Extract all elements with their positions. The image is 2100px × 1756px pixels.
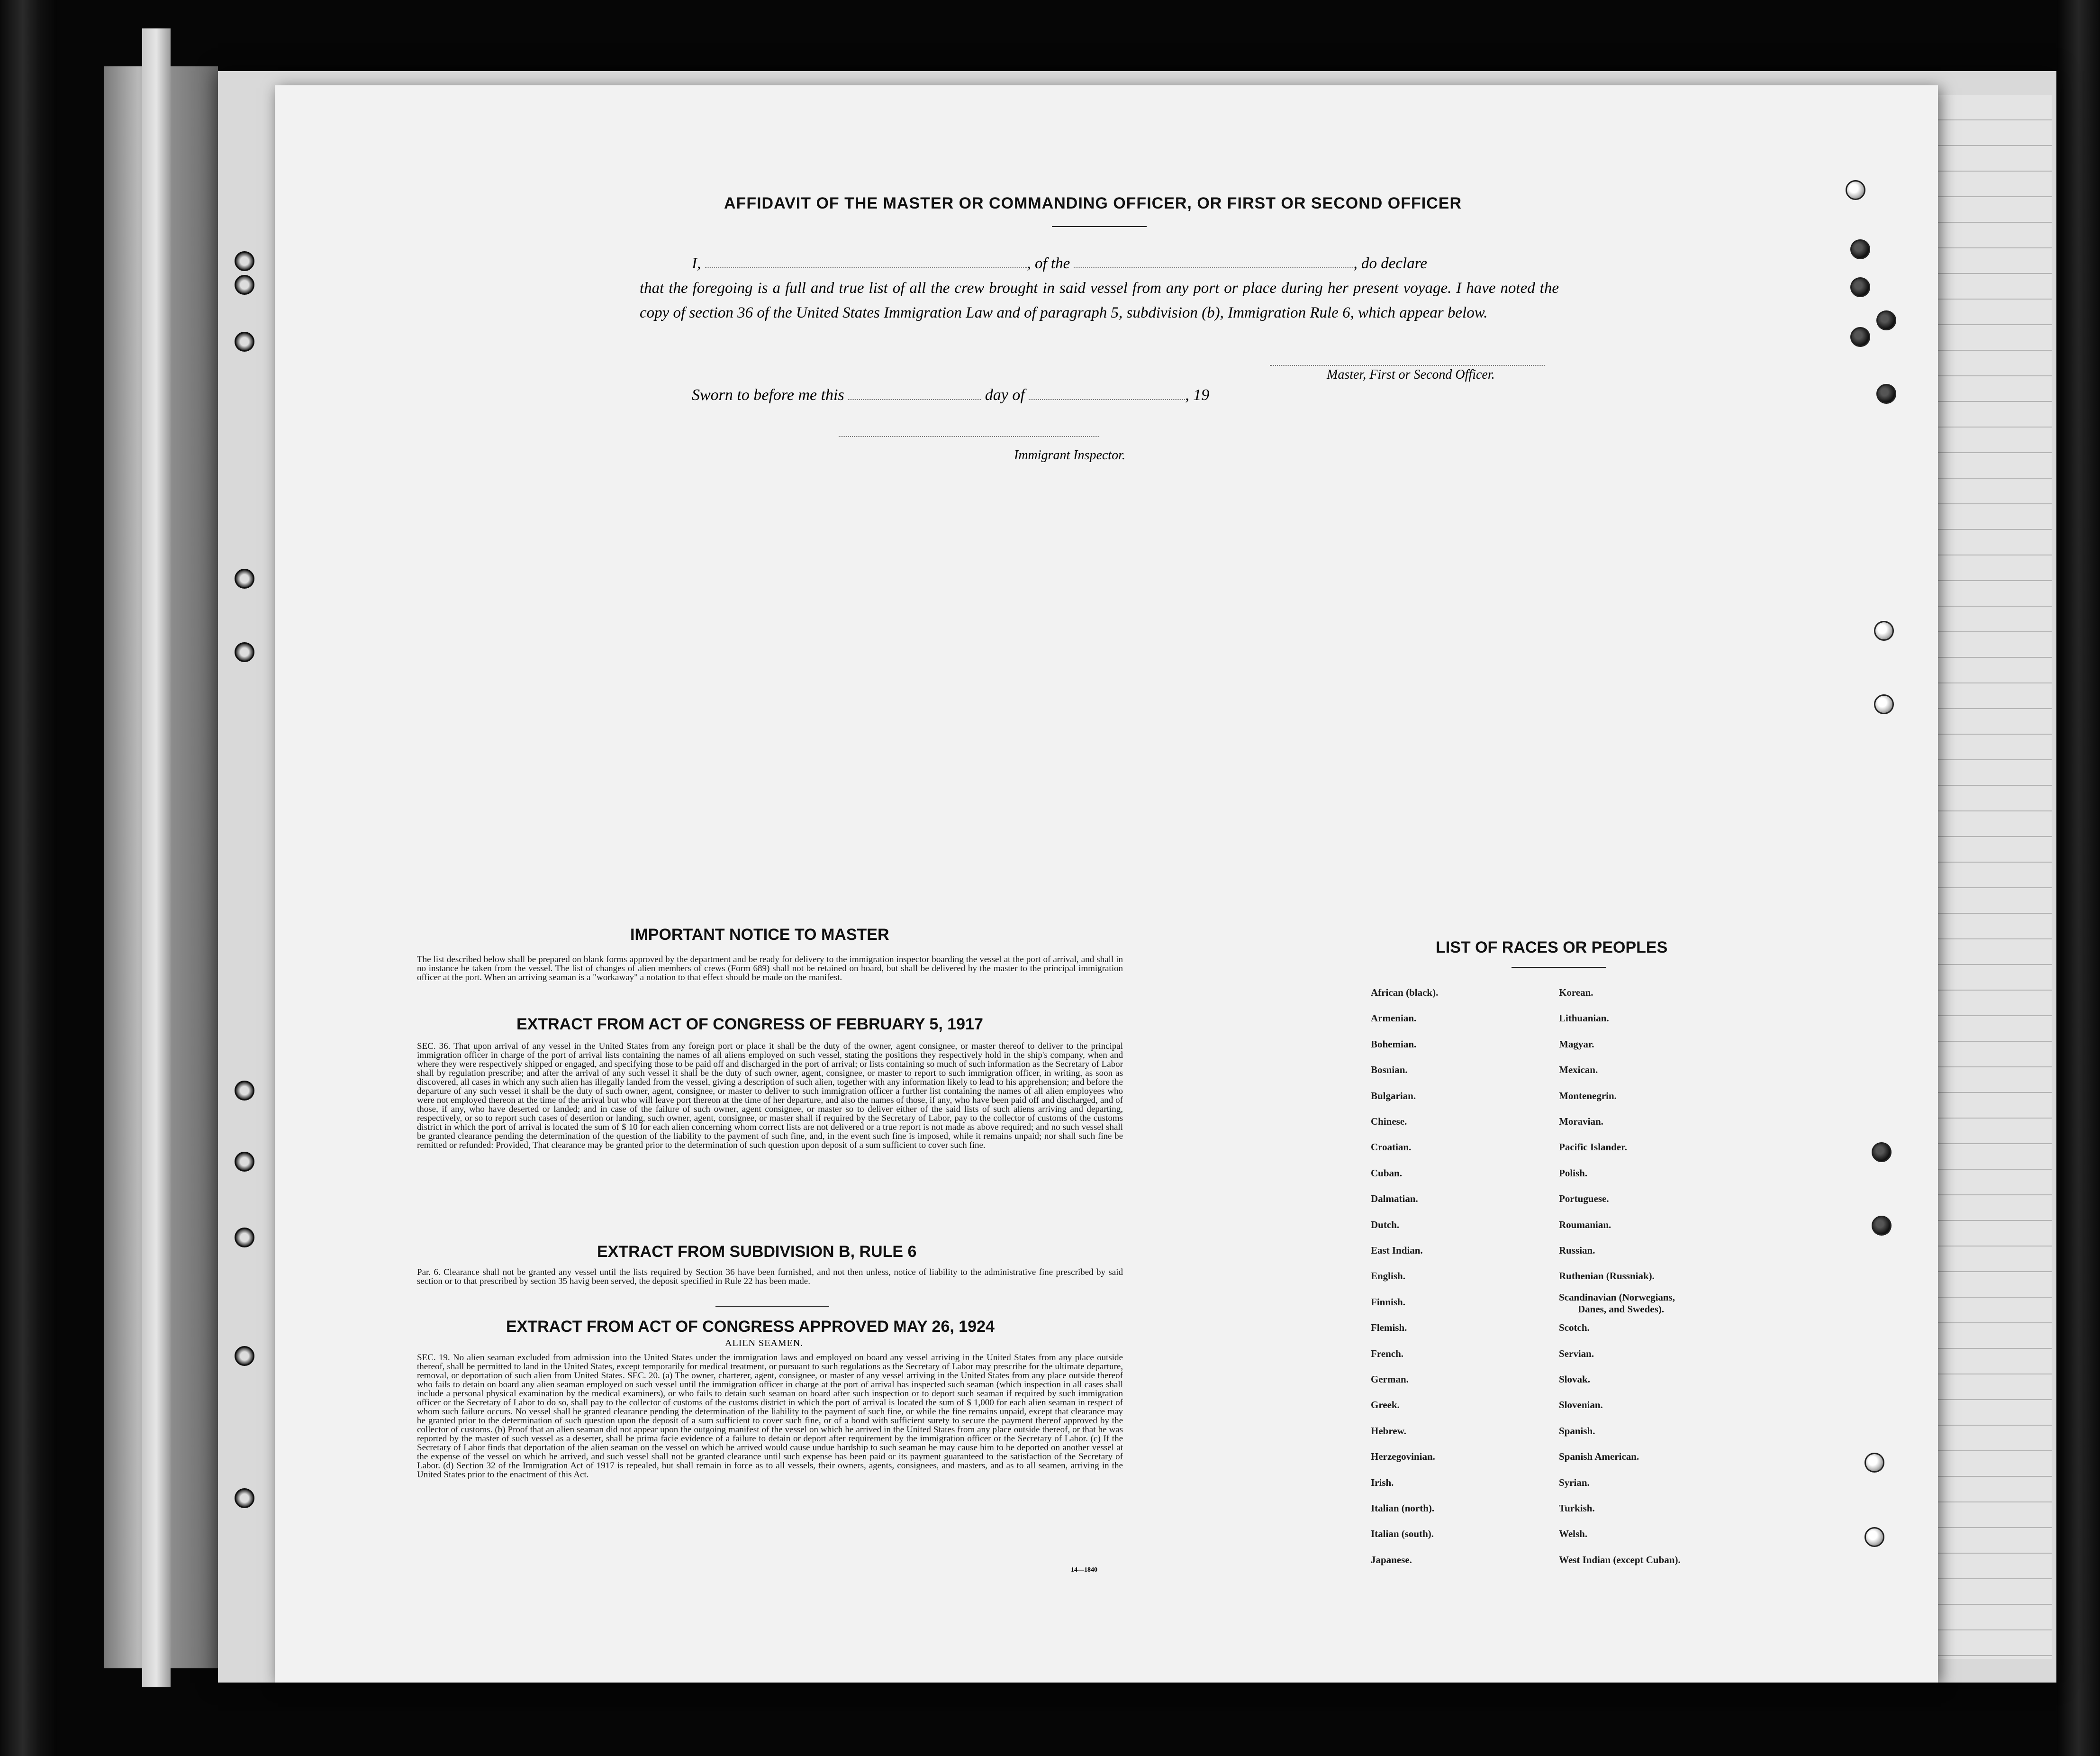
extract-1924-subtitle: ALIEN SEAMEN. (725, 1338, 804, 1348)
inspector-label: Immigrant Inspector. (1014, 448, 1125, 463)
race-item: Croatian. (1371, 1141, 1412, 1153)
sworn-year-label: , 19 (1185, 386, 1210, 404)
declaration-line (640, 251, 1559, 276)
race-item-continuation: Danes, and Swedes). (1578, 1303, 1665, 1315)
punch-hole-icon (1865, 1453, 1884, 1473)
punch-hole-icon (235, 251, 254, 271)
sworn-date-blank (848, 390, 981, 400)
race-item: Spanish American. (1559, 1451, 1639, 1463)
race-item: Montenegrin. (1559, 1090, 1617, 1101)
master-signature-line (1270, 365, 1545, 366)
film-edge-right (2057, 0, 2100, 1756)
race-item: Chinese. (1371, 1116, 1407, 1127)
race-item: Dutch. (1371, 1219, 1400, 1230)
master-signature-label: Master, First or Second Officer. (1327, 367, 1495, 382)
race-item: Ruthenian (Russniak). (1559, 1270, 1655, 1282)
punch-hole-icon (235, 1228, 254, 1247)
notice-text: The list described below shall be prepared on blank forms approved by the department and be ready for delivery to the immigration inspector boarding the vessel at the port of arrival, and shall in no instance be taken from the vessel. The list of changes of alien members of crews (Form 689) shall not be retained on board, but shall be delivered by the master to the principal immigration officer at the port. When an arriving seaman is a "workaway" a notation to that effect should be made on the manifest. (417, 955, 1123, 983)
race-item: Bosnian. (1371, 1064, 1408, 1076)
race-item: African (black). (1371, 987, 1439, 998)
race-item: Armenian. (1371, 1012, 1417, 1024)
declare-suffix: , do declare (1353, 255, 1427, 272)
race-item: Slovenian. (1559, 1399, 1603, 1411)
punch-hole-icon (1850, 239, 1870, 259)
races-divider (1512, 967, 1606, 968)
punch-hole-icon (235, 642, 254, 662)
vessel-prefix: , of the (1027, 255, 1070, 272)
punch-hole-icon (1876, 384, 1896, 404)
race-item: Syrian. (1559, 1476, 1590, 1488)
extract-1924-title: EXTRACT FROM ACT OF CONGRESS APPROVED MAY 26, 1924 (506, 1318, 995, 1336)
affidavit-statement: that the foregoing is a full and true list of all the crew brought in said vessel from any port or place during her present voyage. I have noted the copy of section 36 of the United States Immigration Law and of paragraph 5, subdivision (b), Immigration Rule 6, which appear below. (640, 280, 1559, 321)
race-item: Russian. (1559, 1245, 1595, 1256)
race-item: Moravian. (1559, 1116, 1603, 1127)
race-item: Servian. (1559, 1347, 1594, 1359)
form-code: 14—1840 (1071, 1566, 1097, 1574)
sworn-month-blank (1029, 390, 1185, 400)
race-item: Pacific Islander. (1559, 1141, 1627, 1153)
race-item: Roumanian. (1559, 1219, 1611, 1230)
race-item: Spanish. (1559, 1425, 1595, 1437)
punch-hole-icon (235, 1488, 254, 1508)
title-divider (1052, 226, 1147, 227)
race-item: Scandinavian (Norwegians, Danes, and Swedes). (1559, 1291, 1675, 1315)
inspector-signature-line (839, 436, 1099, 437)
sworn-line (692, 386, 1209, 404)
punch-hole-icon (235, 1346, 254, 1366)
races-title: LIST OF RACES OR PEOPLES (1436, 938, 1668, 956)
race-item: West Indian (except Cuban). (1559, 1554, 1681, 1565)
punch-hole-icon (1850, 327, 1870, 347)
punch-hole-icon (1876, 310, 1896, 330)
race-item: Portuguese. (1559, 1193, 1609, 1205)
race-item: Herzegovinian. (1371, 1451, 1435, 1463)
race-item: Flemish. (1371, 1322, 1407, 1334)
notice-title: IMPORTANT NOTICE TO MASTER (630, 926, 889, 944)
race-item: English. (1371, 1270, 1405, 1282)
race-item: Finnish. (1371, 1296, 1405, 1308)
punch-hole-icon (235, 275, 254, 295)
extract-1917-title: EXTRACT FROM ACT OF CONGRESS OF FEBRUARY 5, 1917 (516, 1015, 983, 1033)
declarant-name-blank (705, 258, 1027, 268)
punch-hole-icon (1874, 621, 1894, 641)
punch-hole-icon (1865, 1527, 1884, 1547)
punch-hole-icon (235, 1081, 254, 1101)
race-item: Japanese. (1371, 1554, 1412, 1565)
race-item: Lithuanian. (1559, 1012, 1609, 1024)
race-item: Italian (south). (1371, 1528, 1434, 1540)
race-item: Welsh. (1559, 1528, 1588, 1540)
extract-1924-text: SEC. 19. No alien seaman excluded from admission into the United States under the immigration laws and employed on board any vessel arriving in the United States from any place outside thereof, shall be permitted to land in the United States, except temporarily for medical treatment, or pursuant to such regulations as the Secretary of Labor may prescribe for the ultimate departure, removal, or deportation of such alien from United States. SEC. 20. (a) The owner, charterer, agent, consignee, or master of any vessel arriving in the United States from any place outside thereof who fails to detain on board any alien seaman employed on such vessel until the immigration officer in charge at the port of arrival has inspected such seaman (which inspection in all cases shall include a personal physical examination by the medical examiners), or who fails to detain such seaman on board after such inspection or to deport such seaman if required by such immigration officer or the Secretary of Labor to do so, shall pay to the collector of customs of the customs district in which the port of arrival is located the sum of $ 1,000 for each alien seaman in respect of whom such failure occurs. No vessel shall be granted clearance pending the determination of the liability to the payment of such fine, or while the fine remains unpaid, except that clearance may be granted prior to the determination of such question upon the deposit of a sum sufficient to cover such fine, or of a bond with sufficient surety to secure the payment thereof approved by the collector of customs. (b) Proof that an alien seaman did not appear upon the outgoing manifest of the vessel on which he arrived in the United States from any place outside thereof, or that he was reported by the master of such vessel as a deserter, shall be prima facie evidence of a failure to detain or deport after requirement by the immigration officer or the Secretary of Labor. (c) If the Secretary of Labor finds that deportation of the alien seaman on the vessel on which he arrived would cause undue hardship to such seaman he may cause him to be deported on another vessel at the expense of the vessel on which he arrived, and such vessel shall not be granted clearance until such expense has been paid or its payment guaranteed to the satisfaction of the Secretary of Labor. (d) Section 32 of the Immigration Act of 1917 is repealed, but shall remain in force as to all vessels, their owners, agents, consignees, and masters, and as to all seamen, arriving in the United States prior to the enactment of this Act. (417, 1353, 1123, 1480)
punch-hole-icon (235, 332, 254, 352)
extract-rule6-text: Par. 6. Clearance shall not be granted any vessel until the lists required by Section 36 have been furnished, and not then unless, notice of liability to the administrative fine prescribed by said section or to that prescribed by section 35 havig been served, the deposit specified in Rule 22 has been made. (417, 1267, 1123, 1286)
race-item: Scotch. (1559, 1322, 1590, 1334)
race-item: Korean. (1559, 987, 1593, 998)
extract-rule6-title: EXTRACT FROM SUBDIVISION B, RULE 6 (597, 1243, 917, 1261)
race-item: Turkish. (1559, 1502, 1595, 1514)
race-item: French. (1371, 1347, 1404, 1359)
punch-hole-icon (1846, 180, 1865, 200)
race-item: Hebrew. (1371, 1425, 1406, 1437)
punch-hole-icon (1872, 1216, 1892, 1236)
sworn-day-label: day of (985, 386, 1025, 404)
punch-hole-icon (235, 1152, 254, 1172)
race-item: Polish. (1559, 1167, 1588, 1179)
race-item: Slovak. (1559, 1374, 1590, 1385)
ruled-sheet-behind (1924, 95, 2052, 1659)
extract-1917-text: SEC. 36. That upon arrival of any vessel in the United States from any foreign port or place it shall be the duty of the owner, agent consignee, or master thereof to deliver to the principal immigration officer in charge of the port of arrival lists containing the names of all aliens employed on such vessel, stating the positions they respectively hold in the ship's company, when and where they were respectively shipped or engaged, and specifying those to be paid off and discharged in the port of arrival; or lists containing so much of such information as the Secretary of Labor shall by regulation prescribe; and after the arrival of any such vessel it shall be the duty of such owner, agent, consignee, or master to report to such immigration officer, in writing, as soon as discovered, all cases in which any such alien has illegally landed from the vessel, giving a description of such alien, together with any information likely to lead to his apprehension; and before the departure of any such vessel it shall be the duty of such owner, agent, consignee, or master to deliver to such immigration officer a further list containing the names of all alien employees who were not employed thereon at the time of the arrival but who will leave port thereon at the time of her departure, and also the names of those, if any, who have been paid off and discharged, and of those, if any, who have deserted or landed; and in case of the failure of such owner, agent consignee, or master so to deliver either of the said lists of such aliens arriving and departing, respectively, or so to report such cases of desertion or landing, such owner, agent, consignee, or master shall if required by the Secretary of Labor, pay to the collector of customs of the customs district in which the port of arrival is located the sum of $ 10 for each alien concerning whom correct lists are not delivered or a true report is not made as above required; and no such vessel shall be granted clearance pending the determination of the question of the liability to the payment of such fine, and, in the event such fine is imposed, while it remains unpaid; nor shall such fine be remitted or refunded: Provided, That clearance may be granted prior to the determination of such question upon deposit of a sum sufficient to cover such fine. (417, 1041, 1123, 1150)
punch-hole-icon (1872, 1142, 1892, 1162)
punch-hole-icon (1874, 694, 1894, 714)
race-item: German. (1371, 1374, 1409, 1385)
race-item: Bohemian. (1371, 1038, 1417, 1050)
affidavit-title: AFFIDAVIT OF THE MASTER OR COMMANDING OFFICER, OR FIRST OR SECOND OFFICER (724, 194, 1462, 212)
race-item: Bulgarian. (1371, 1090, 1416, 1101)
race-item: Magyar. (1559, 1038, 1594, 1050)
punch-hole-icon (1850, 277, 1870, 297)
race-item: Irish. (1371, 1476, 1394, 1488)
vessel-name-blank (1074, 258, 1353, 268)
page-stack-highlight (142, 28, 171, 1687)
race-item: Mexican. (1559, 1064, 1598, 1076)
race-item: Dalmatian. (1371, 1193, 1418, 1205)
sworn-prefix: Sworn to before me this (692, 386, 844, 404)
section-divider (715, 1306, 829, 1307)
race-item: Greek. (1371, 1399, 1400, 1411)
race-item: Cuban. (1371, 1167, 1402, 1179)
race-item: Italian (north). (1371, 1502, 1435, 1514)
race-item: East Indian. (1371, 1245, 1423, 1256)
punch-hole-icon (235, 569, 254, 589)
affidavit-body (640, 251, 1559, 325)
film-edge-left (0, 0, 57, 1756)
declarant-prefix: I, (692, 255, 701, 272)
